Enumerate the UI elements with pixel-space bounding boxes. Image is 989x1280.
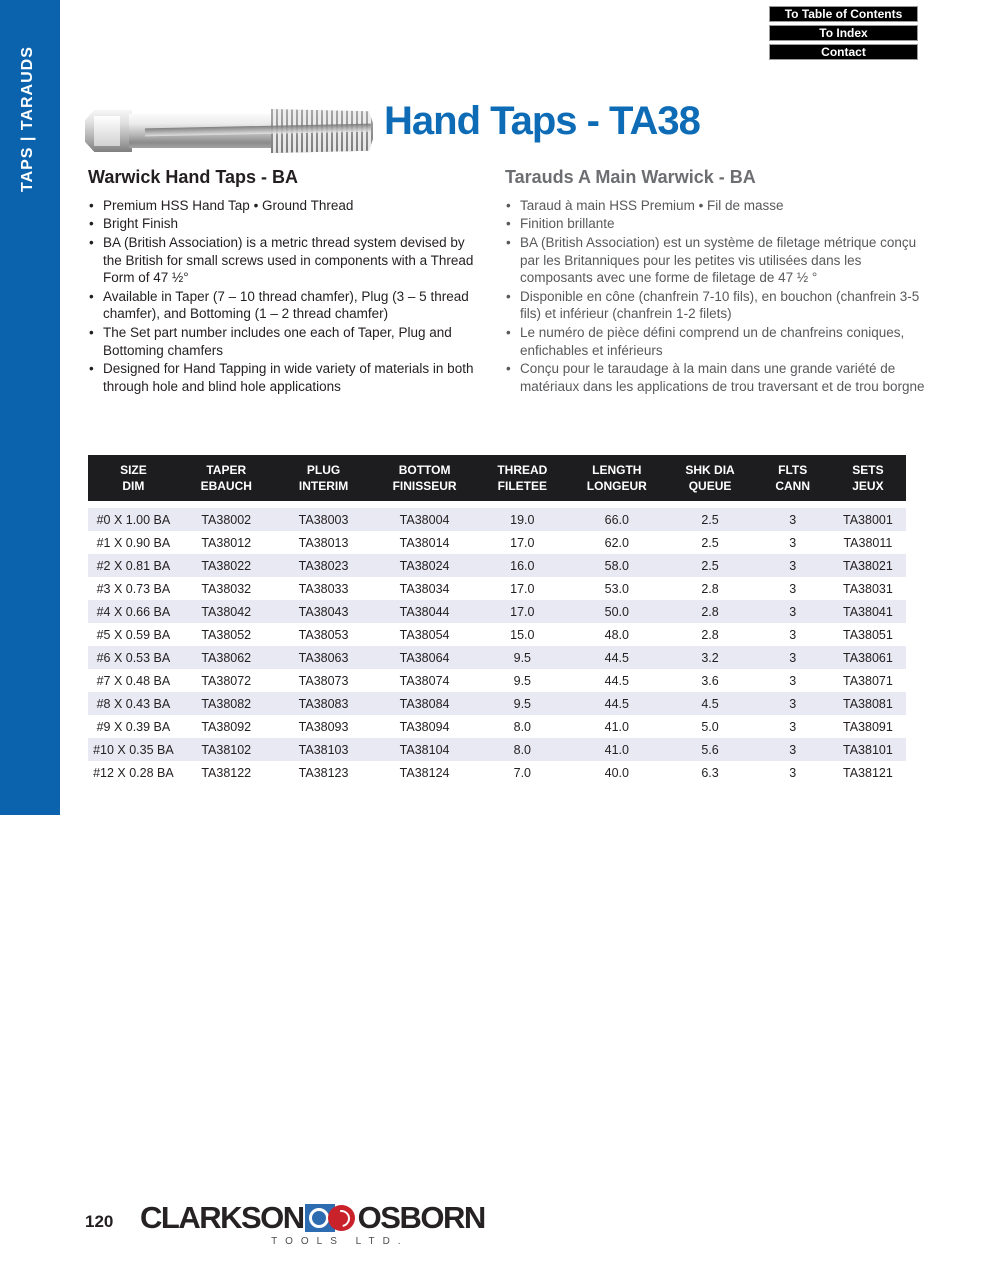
table-cell: TA38012 xyxy=(201,535,252,550)
table-cell: 3 xyxy=(789,512,797,527)
table-cell: TA38123 xyxy=(298,765,349,780)
table-cell: 16.0 xyxy=(510,558,535,573)
table-cell: TA38054 xyxy=(399,627,450,642)
table-cell: 9.5 xyxy=(513,650,532,665)
table-cell: #4 X 0.66 BA xyxy=(96,604,171,619)
bullet-item: • Disponible en cône (chanfrein 7-10 fils), en bouchon (chanfrein 3-5 fils) et inférieur (chanfrein 1-2 filets) xyxy=(505,288,929,323)
table-cell: TA38051 xyxy=(843,627,893,642)
table-cell: TA38094 xyxy=(399,719,450,734)
french-feature-column xyxy=(505,168,929,396)
bullet-item: • Taraud à main HSS Premium • Fil de masse xyxy=(505,197,929,215)
table-cell: TA38073 xyxy=(298,673,349,688)
table-cell: 17.0 xyxy=(510,604,535,619)
table-cell: TA38071 xyxy=(843,673,893,688)
table-cell: 3.2 xyxy=(701,650,719,665)
table-cell: 15.0 xyxy=(510,627,535,642)
table-cell: TA38023 xyxy=(298,558,349,573)
table-cell: 44.5 xyxy=(604,673,629,688)
table-cell: 41.0 xyxy=(604,719,629,734)
table-cell: 2.8 xyxy=(701,604,719,619)
table-cell: TA38063 xyxy=(298,650,349,665)
table-row xyxy=(88,761,906,784)
table-cell: 3 xyxy=(789,650,797,665)
nav-buttons xyxy=(769,6,918,60)
table-cell: 2.5 xyxy=(701,512,719,527)
table-cell: 50.0 xyxy=(604,604,629,619)
column-header-bottom: BOTTOM FINISSEUR xyxy=(392,463,457,493)
table-cell: #6 X 0.53 BA xyxy=(96,650,171,665)
table-cell: 5.6 xyxy=(701,742,719,757)
table-cell: 2.5 xyxy=(701,558,719,573)
brand-clarkson: CLARKSON xyxy=(140,1200,304,1235)
column-header-size: SIZE DIM xyxy=(120,463,147,493)
table-cell: TA38011 xyxy=(843,535,893,550)
table-cell: TA38031 xyxy=(843,581,893,596)
table-row xyxy=(88,508,906,531)
table-cell: 3 xyxy=(789,558,797,573)
bullet-item: • Designed for Hand Tapping in wide variety of materials in both through hole and blind hole applications xyxy=(88,360,480,395)
table-cell: 44.5 xyxy=(604,650,629,665)
table-cell: 62.0 xyxy=(604,535,629,550)
table-cell: TA38081 xyxy=(843,696,893,711)
table-cell: TA38062 xyxy=(201,650,252,665)
table-cell: TA38091 xyxy=(843,719,893,734)
column-header-flts: FLTS CANN xyxy=(775,463,810,493)
table-cell: 58.0 xyxy=(604,558,629,573)
product-table xyxy=(88,455,906,784)
table-cell: #7 X 0.48 BA xyxy=(96,673,171,688)
table-row xyxy=(88,715,906,738)
table-cell: TA38084 xyxy=(399,696,450,711)
table-cell: TA38044 xyxy=(399,604,450,619)
table-cell: #1 X 0.90 BA xyxy=(96,535,171,550)
column-header-length: LENGTH LONGEUR xyxy=(586,463,647,493)
table-cell: #10 X 0.35 BA xyxy=(93,742,174,757)
table-cell: 66.0 xyxy=(604,512,629,527)
table-cell: TA38034 xyxy=(399,581,450,596)
column-header-plug: PLUG INTERIM xyxy=(298,463,349,493)
table-cell: 5.0 xyxy=(701,719,719,734)
column-header-thread: THREAD FILETEE xyxy=(497,463,548,493)
table-cell: #5 X 0.59 BA xyxy=(96,627,171,642)
table-cell: TA38024 xyxy=(399,558,450,573)
logo-subtitle: TOOLS LTD. xyxy=(271,1236,409,1247)
table-row xyxy=(88,623,906,646)
table-row xyxy=(88,554,906,577)
bullet-item: • Conçu pour le taraudage à la main dans une grande variété de matériaux dans les applications de trou traversant et de trou borgne xyxy=(505,360,929,395)
table-row xyxy=(88,669,906,692)
table-row xyxy=(88,531,906,554)
table-cell: #12 X 0.28 BA xyxy=(93,765,174,780)
bullet-item: • Finition brillante xyxy=(505,215,929,233)
table-row xyxy=(88,692,906,715)
column-header-sets: SETS JEUX xyxy=(852,463,884,493)
table-cell: 19.0 xyxy=(510,512,535,527)
table-cell: #0 X 1.00 BA xyxy=(96,512,171,527)
brand-osborn: OSBORN xyxy=(357,1200,485,1235)
table-cell: TA38082 xyxy=(201,696,252,711)
clarkson-osborn-logo xyxy=(140,1200,485,1247)
sidebar-tab xyxy=(0,0,60,815)
table-cell: 53.0 xyxy=(604,581,629,596)
table-row xyxy=(88,646,906,669)
table-cell: 3.6 xyxy=(701,673,719,688)
to-table-of-contents-button[interactable]: To Table of Contents xyxy=(769,6,918,22)
table-cell: TA38021 xyxy=(843,558,893,573)
table-cell: TA38002 xyxy=(201,512,252,527)
table-cell: 3 xyxy=(789,581,797,596)
bullet-item: • BA (British Association) is a metric thread system devised by the British for small screws used in components with a Thread Form of 47 ½° xyxy=(88,234,480,287)
table-cell: TA38072 xyxy=(201,673,252,688)
logo-wordmark xyxy=(140,1200,485,1235)
sidebar-label: TAPS | TARAUDS xyxy=(19,46,36,192)
table-cell: TA38093 xyxy=(298,719,349,734)
table-header-row xyxy=(88,455,906,501)
column-header-taper: TAPER EBAUCH xyxy=(200,463,252,493)
table-cell: 3 xyxy=(789,535,797,550)
table-cell: TA38121 xyxy=(843,765,893,780)
table-cell: TA38001 xyxy=(843,512,893,527)
table-cell: 2.5 xyxy=(701,535,719,550)
table-cell: 6.3 xyxy=(701,765,719,780)
table-cell: TA38124 xyxy=(399,765,450,780)
bullet-item: • BA (British Association) est un système de filetage métrique conçu par les Britanniques pour les petites vis utilisées dans les composants avec une forme de filetage de 47 ½ ° xyxy=(505,234,929,287)
table-cell: TA38032 xyxy=(201,581,252,596)
cutter-logo-icon xyxy=(305,1203,357,1233)
table-cell: TA38102 xyxy=(201,742,252,757)
column-header-shk-dia: SHK DIA QUEUE xyxy=(685,463,735,493)
french-bullet-list xyxy=(505,197,929,396)
table-cell: TA38004 xyxy=(399,512,450,527)
table-cell: 17.0 xyxy=(510,581,535,596)
table-cell: 48.0 xyxy=(604,627,629,642)
table-cell: TA38101 xyxy=(843,742,893,757)
table-cell: TA38053 xyxy=(298,627,349,642)
table-cell: 44.5 xyxy=(604,696,629,711)
bullet-item: • Le numéro de pièce défini comprend un de chanfreins coniques, enfichables et inférieurs xyxy=(505,324,929,359)
table-cell: TA38092 xyxy=(201,719,252,734)
table-cell: 9.5 xyxy=(513,673,532,688)
table-cell: #2 X 0.81 BA xyxy=(96,558,171,573)
table-cell: TA38043 xyxy=(298,604,349,619)
to-index-button[interactable]: To Index xyxy=(769,25,918,41)
table-cell: TA38013 xyxy=(298,535,349,550)
table-cell: 3 xyxy=(789,719,797,734)
table-cell: 41.0 xyxy=(604,742,629,757)
table-cell: 3 xyxy=(789,696,797,711)
table-cell: 2.8 xyxy=(701,627,719,642)
table-cell: TA38022 xyxy=(201,558,252,573)
table-row xyxy=(88,738,906,761)
bullet-item: • The Set part number includes one each of Taper, Plug and Bottoming chamfers xyxy=(88,324,480,359)
table-row xyxy=(88,600,906,623)
logo-red-disc xyxy=(328,1205,355,1231)
bullet-item: • Available in Taper (7 – 10 thread chamfer), Plug (3 – 5 thread chamfer), and Bottoming (1 – 2 thread chamfer) xyxy=(88,288,480,323)
table-cell: TA38014 xyxy=(399,535,450,550)
table-cell: TA38103 xyxy=(298,742,349,757)
table-cell: #8 X 0.43 BA xyxy=(96,696,171,711)
table-cell: 17.0 xyxy=(510,535,535,550)
page-number: 120 xyxy=(85,1212,114,1231)
hand-tap-product-image xyxy=(85,97,373,165)
table-row xyxy=(88,577,906,600)
table-cell: TA38064 xyxy=(399,650,450,665)
table-cell: TA38042 xyxy=(201,604,252,619)
table-cell: 3 xyxy=(789,765,797,780)
table-cell: 3 xyxy=(789,604,797,619)
english-bullet-list xyxy=(88,197,480,396)
table-cell: 8.0 xyxy=(513,719,532,734)
bullet-item: • Bright Finish xyxy=(88,215,480,233)
table-cell: #9 X 0.39 BA xyxy=(96,719,171,734)
table-cell: 40.0 xyxy=(604,765,629,780)
english-heading: Warwick Hand Taps - BA xyxy=(88,167,299,187)
table-cell: 9.5 xyxy=(513,696,532,711)
table-cell: TA38061 xyxy=(843,650,893,665)
page-title: Hand Taps - TA38 xyxy=(384,99,700,143)
table-cell: TA38003 xyxy=(298,512,349,527)
table-cell: 7.0 xyxy=(513,765,532,780)
english-feature-column xyxy=(88,168,480,396)
table-body xyxy=(88,508,906,784)
table-cell: 3 xyxy=(789,627,797,642)
table-cell: TA38074 xyxy=(399,673,450,688)
table-cell: 2.8 xyxy=(701,581,719,596)
table-cell: 8.0 xyxy=(513,742,532,757)
table-cell: TA38033 xyxy=(298,581,349,596)
table-cell: 4.5 xyxy=(701,696,719,711)
table-cell: #3 X 0.73 BA xyxy=(96,581,171,596)
table-cell: 3 xyxy=(789,673,797,688)
french-heading: Tarauds A Main Warwick - BA xyxy=(505,167,756,187)
table-cell: TA38052 xyxy=(201,627,252,642)
table-cell: TA38083 xyxy=(298,696,349,711)
tap-square-head xyxy=(85,110,132,152)
bullet-item: • Premium HSS Hand Tap • Ground Thread xyxy=(88,197,480,215)
table-cell: TA38041 xyxy=(843,604,893,619)
contact-button[interactable]: Contact xyxy=(769,44,918,60)
table-cell: 3 xyxy=(789,742,797,757)
table-cell: TA38122 xyxy=(201,765,252,780)
table-cell: TA38104 xyxy=(399,742,450,757)
